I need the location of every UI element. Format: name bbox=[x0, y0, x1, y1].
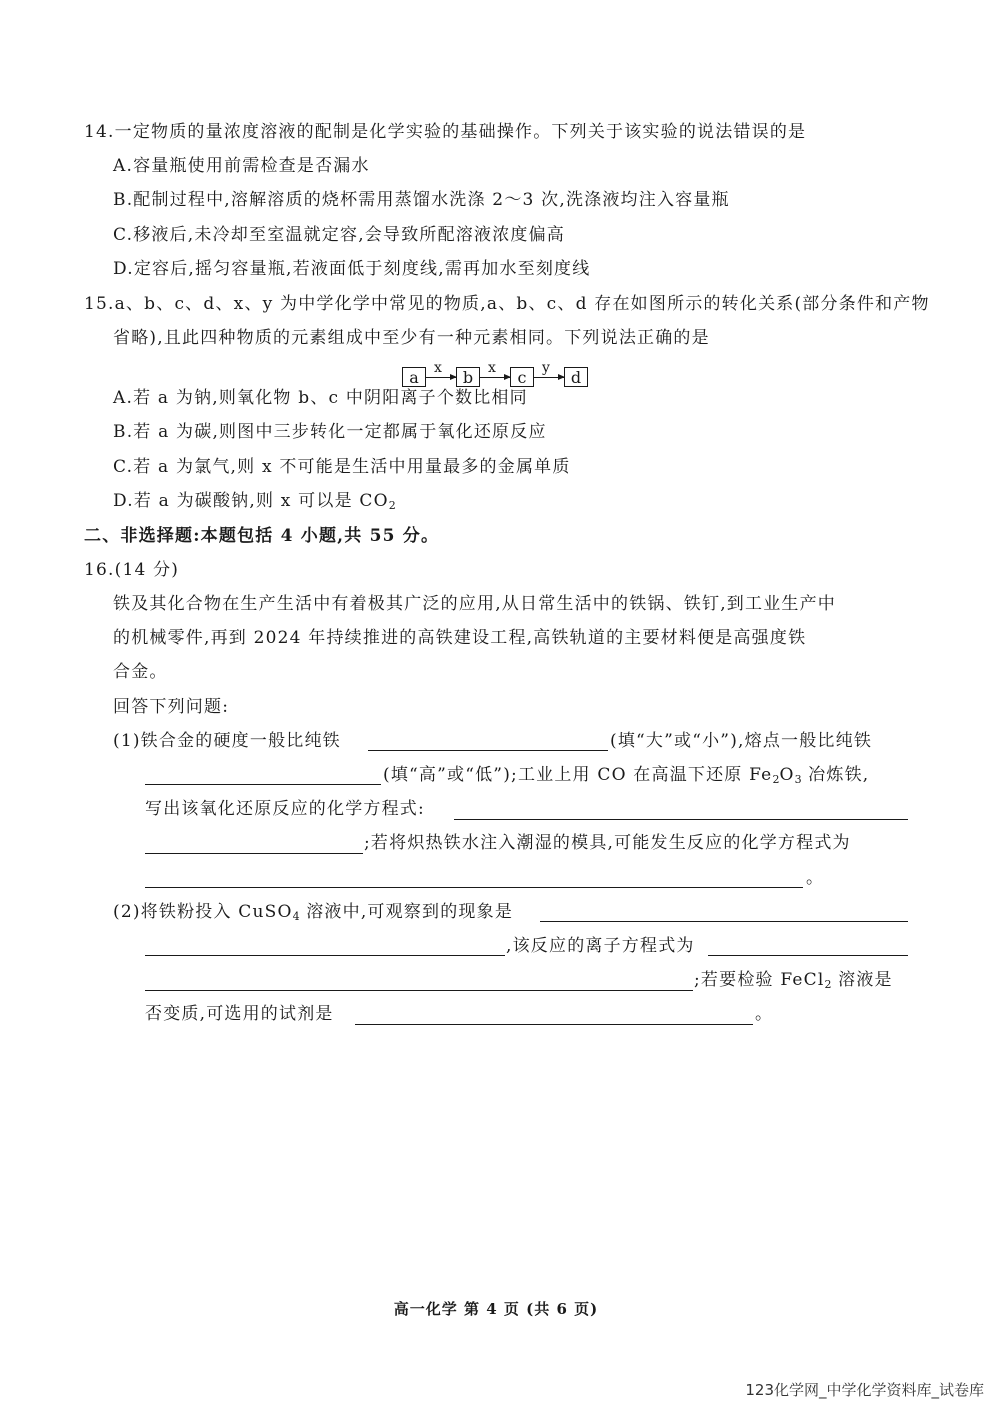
fe2o3-o: O bbox=[779, 765, 795, 785]
q16-1-text-e: ;若将炽热铁水注入潮湿的模具,可能发生反应的化学方程式为 bbox=[364, 833, 851, 853]
q15-option-d bbox=[113, 489, 396, 518]
cuso4-subscript: 4 bbox=[292, 910, 300, 923]
diagram-arrow-label-1: x bbox=[434, 360, 442, 376]
q16-2-text-c-main: ;若要检验 FeCl bbox=[694, 970, 825, 990]
q15-option-a: A.若 a 为钠,则氧化物 b、c 中阴阳离子个数比相同 bbox=[113, 388, 528, 408]
diagram-node-a: a bbox=[402, 367, 426, 387]
q14-stem: 14.一定物质的量浓度溶液的配制是化学实验的基础操作。下列关于该实验的说法错误的是 bbox=[84, 122, 807, 142]
q16-2-end-mark: 。 bbox=[755, 1004, 774, 1024]
diagram-node-c: c bbox=[510, 367, 534, 387]
q15-stem-line1: 15.a、b、c、d、x、y 为中学化学中常见的物质,a、b、c、d 存在如图所示的转化关系(部分条件和产物 bbox=[84, 294, 930, 314]
diagram-node-b: b bbox=[456, 367, 480, 387]
q16-2-text-c bbox=[694, 968, 893, 997]
answer-blank-ionic-equation-2[interactable] bbox=[145, 990, 693, 991]
q16-1-text-c-main: (填“高”或“低”);工业上用 CO 在高温下还原 Fe bbox=[383, 765, 773, 785]
q16-1-text-b: (填“大”或“小”),熔点一般比纯铁 bbox=[610, 731, 873, 751]
fe2o3-subscript-2: 2 bbox=[772, 773, 780, 786]
fecl2-subscript: 2 bbox=[824, 978, 832, 991]
q15-option-d-text: D.若 a 为碳酸钠,则 x 可以是 CO bbox=[113, 491, 389, 511]
answer-blank-ionic-equation-1[interactable] bbox=[708, 955, 908, 956]
q16-2-text-a-main: (2)将铁粉投入 CuSO bbox=[113, 902, 293, 922]
fe2o3-subscript-3: 3 bbox=[794, 773, 802, 786]
q16-1-end-mark: 。 bbox=[806, 868, 825, 888]
watermark-text: 123化学网_中学化学资料库_试卷库 bbox=[745, 1381, 984, 1399]
answer-blank-reagent[interactable] bbox=[355, 1024, 753, 1025]
answer-blank-hardness[interactable] bbox=[368, 750, 608, 751]
answer-blank-reduction-equation-1[interactable] bbox=[454, 819, 908, 820]
answer-blank-phenomenon-2[interactable] bbox=[145, 955, 505, 956]
q16-paragraph-line2: 的机械零件,再到 2024 年持续推进的高铁建设工程,高铁轨道的主要材料便是高强度铁 bbox=[113, 628, 807, 648]
answer-blank-reduction-equation-2[interactable] bbox=[145, 853, 363, 854]
q16-paragraph-line1: 铁及其化合物在生产生活中有着极其广泛的应用,从日常生活中的铁锅、铁钉,到工业生产中 bbox=[113, 594, 837, 614]
q15-stem-line2: 省略),且此四种物质的元素组成中至少有一种元素相同。下列说法正确的是 bbox=[113, 328, 710, 348]
section-2-heading: 二、非选择题:本题包括 4 小题,共 55 分。 bbox=[84, 526, 440, 546]
q14-option-a: A.容量瓶使用前需检查是否漏水 bbox=[113, 156, 370, 176]
diagram-node-d: d bbox=[564, 367, 588, 387]
q16-paragraph-line3: 合金。 bbox=[113, 662, 168, 682]
page-footer: 高一化学 第 4 页 (共 6 页) bbox=[393, 1300, 599, 1318]
answer-blank-melting-point[interactable] bbox=[145, 784, 381, 785]
q16-2-text-b: ,该反应的离子方程式为 bbox=[506, 936, 695, 956]
q15-option-d-subscript: 2 bbox=[388, 499, 396, 512]
q16-2-text-a-end: 溶液中,可观察到的现象是 bbox=[299, 902, 514, 922]
q15-option-b: B.若 a 为碳,则图中三步转化一定都属于氧化还原反应 bbox=[113, 422, 547, 442]
q16-1-text-c bbox=[383, 763, 869, 792]
answer-blank-phenomenon-1[interactable] bbox=[540, 921, 908, 922]
q16-2-text-c-end: 溶液是 bbox=[831, 970, 893, 990]
q16-heading: 16.(14 分) bbox=[84, 560, 180, 580]
q15-option-c: C.若 a 为氯气,则 x 不可能是生活中用量最多的金属单质 bbox=[113, 457, 571, 477]
answer-blank-molten-iron-equation[interactable] bbox=[145, 887, 803, 888]
diagram-arrow-1 bbox=[426, 377, 456, 378]
q16-1-text-d: 写出该氧化还原反应的化学方程式: bbox=[145, 799, 425, 819]
q14-option-c: C.移液后,未冷却至室温就定容,会导致所配溶液浓度偏高 bbox=[113, 225, 566, 245]
q14-option-b: B.配制过程中,溶解溶质的烧杯需用蒸馏水洗涤 2～3 次,洗涤液均注入容量瓶 bbox=[113, 190, 730, 210]
q16-2-text-a bbox=[113, 900, 513, 929]
diagram-arrow-3 bbox=[534, 377, 564, 378]
q16-1-text-a: (1)铁合金的硬度一般比纯铁 bbox=[113, 731, 341, 751]
diagram-arrow-label-3: y bbox=[542, 360, 550, 376]
q16-1-text-c-end: 冶炼铁, bbox=[801, 765, 870, 785]
q16-2-text-d: 否变质,可选用的试剂是 bbox=[145, 1004, 334, 1024]
q14-option-d: D.定容后,摇匀容量瓶,若液面低于刻度线,需再加水至刻度线 bbox=[113, 259, 591, 279]
diagram-arrow-2 bbox=[480, 377, 510, 378]
diagram-arrow-label-2: x bbox=[488, 360, 496, 376]
q16-instruction: 回答下列问题: bbox=[113, 697, 230, 717]
